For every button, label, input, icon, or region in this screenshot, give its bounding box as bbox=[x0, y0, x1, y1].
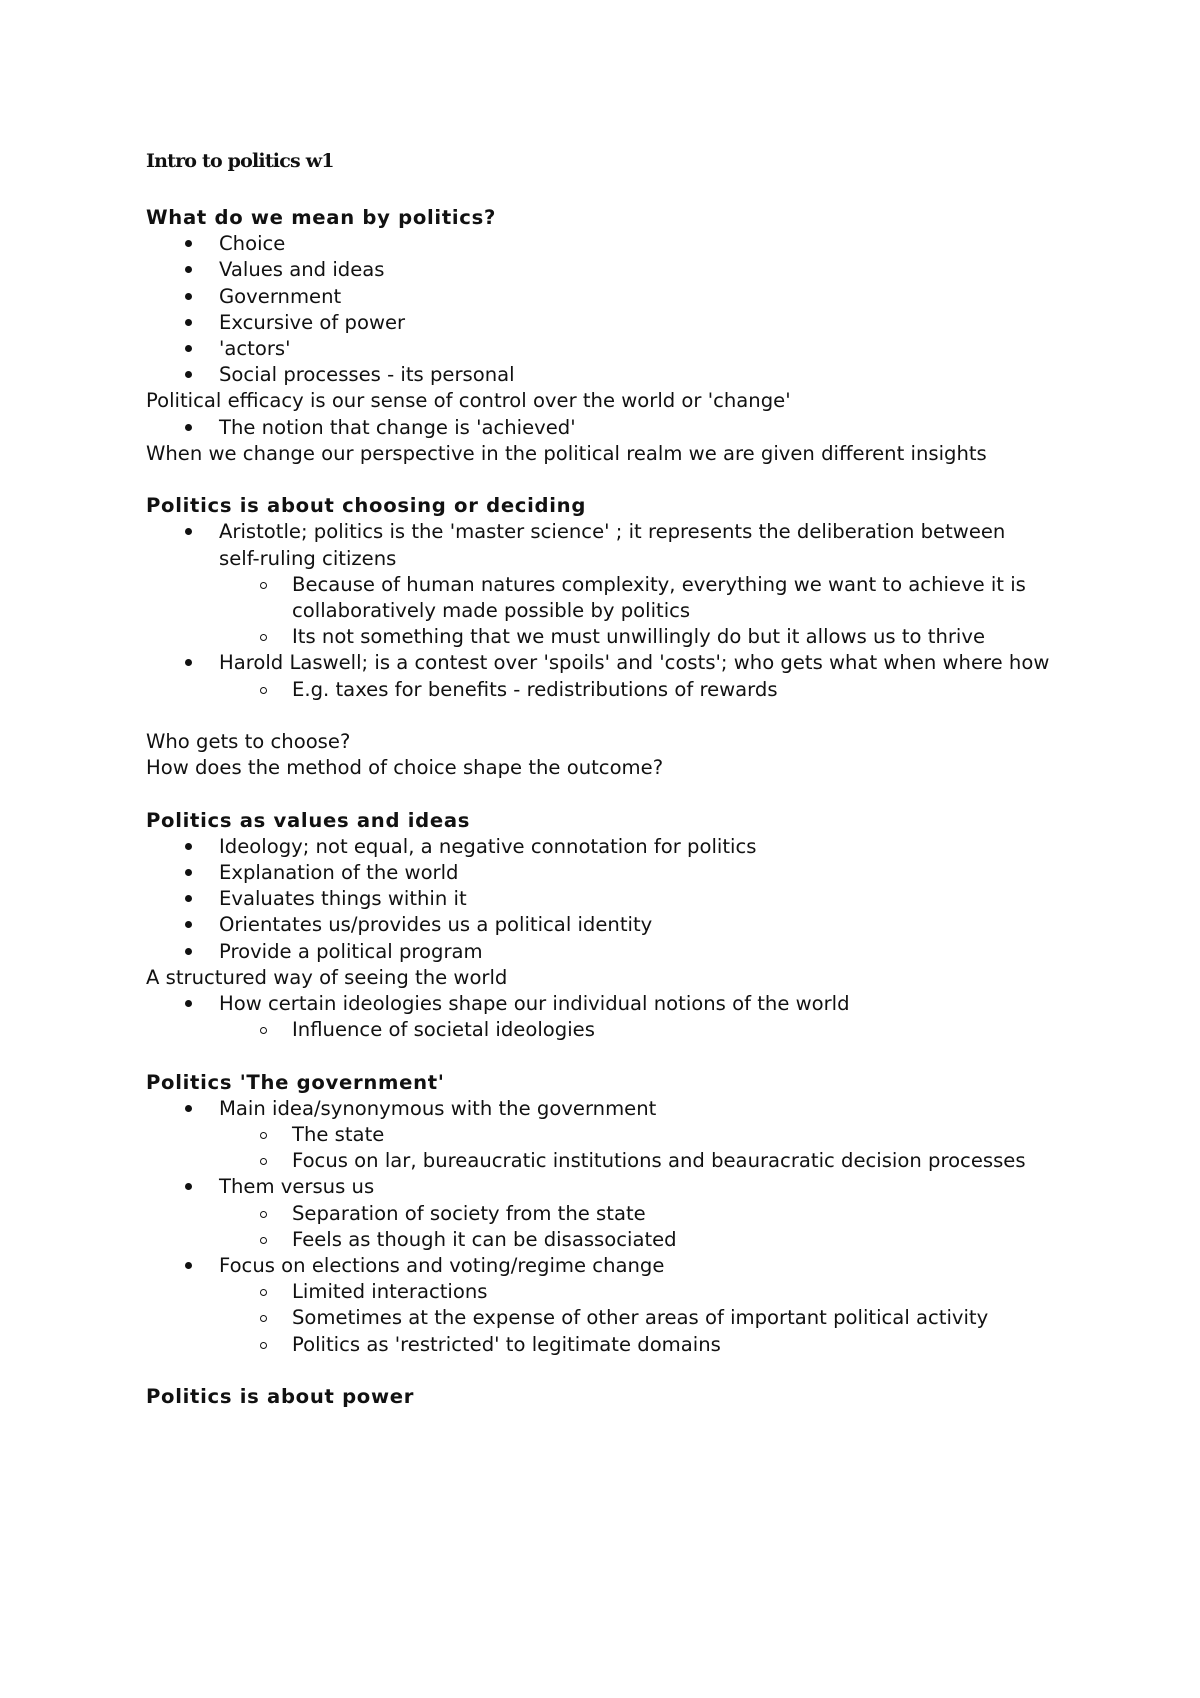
paragraph: How does the method of choice shape the outcome? bbox=[146, 756, 664, 780]
section-gap bbox=[146, 1358, 1051, 1384]
sub-bullet-item: Because of human natures complexity, everything we want to achieve it is collaboratively made possible by politics bbox=[146, 572, 1051, 624]
bullet-item: Main idea/synonymous with the government bbox=[146, 1096, 1051, 1122]
bullet-list bbox=[146, 834, 1051, 965]
sub-bullet-item: Its not something that we must unwillingly do but it allows us to thrive bbox=[146, 624, 1051, 650]
bullet-item: Evaluates things within it bbox=[146, 886, 1051, 912]
bullet-item: Them versus us bbox=[146, 1174, 1051, 1200]
bullet-item: Aristotle; politics is the 'master science' ; it represents the deliberation between self-ruling citizens bbox=[146, 519, 1051, 571]
bullet-item: Excursive of power bbox=[146, 310, 1051, 336]
section-gap bbox=[146, 467, 1051, 493]
bullet-item: Explanation of the world bbox=[146, 860, 1051, 886]
paragraph: Who gets to choose? bbox=[146, 730, 351, 754]
sub-bullet-item: Limited interactions bbox=[146, 1279, 1051, 1305]
section-heading: Politics is about choosing or deciding bbox=[146, 494, 587, 518]
bullet-item: Values and ideas bbox=[146, 257, 1051, 283]
sub-bullet-item: Feels as though it can be disassociated bbox=[146, 1227, 1051, 1253]
bullet-item: How certain ideologies shape our individual notions of the world bbox=[146, 991, 1051, 1017]
bullet-item: Social processes - its personal bbox=[146, 362, 1051, 388]
bullet-item: Orientates us/provides us a political identity bbox=[146, 912, 1051, 938]
section-heading: Politics 'The government' bbox=[146, 1070, 445, 1094]
paragraph: When we change our perspective in the political realm we are given different insights bbox=[146, 441, 987, 465]
sub-bullet-item: Sometimes at the expense of other areas of important political activity bbox=[146, 1305, 1051, 1331]
paragraph: A structured way of seeing the world bbox=[146, 965, 508, 989]
document-title: Intro to politics w1 bbox=[146, 150, 334, 172]
bullet-list bbox=[146, 519, 1051, 702]
section-gap bbox=[146, 1043, 1051, 1069]
bullet-list bbox=[146, 1096, 1051, 1358]
sub-bullet-item: Politics as 'restricted' to legitimate domains bbox=[146, 1332, 1051, 1358]
paragraph: Political efficacy is our sense of control over the world or 'change' bbox=[146, 389, 791, 413]
bullet-item: Government bbox=[146, 284, 1051, 310]
sub-bullet-item: Separation of society from the state bbox=[146, 1201, 1051, 1227]
section-heading: What do we mean by politics? bbox=[146, 206, 497, 229]
sub-bullet-item: E.g. taxes for benefits - redistributions of rewards bbox=[146, 677, 1051, 703]
section-heading: Politics as values and ideas bbox=[146, 808, 471, 832]
bullet-list bbox=[146, 231, 1051, 388]
bullet-item: Choice bbox=[146, 231, 1051, 257]
sub-bullet-item: The state bbox=[146, 1122, 1051, 1148]
section-heading: Politics is about power bbox=[146, 1385, 415, 1409]
bullet-list bbox=[146, 415, 1051, 441]
sub-bullet-item: Focus on lar, bureaucratic institutions and beauracratic decision processes bbox=[146, 1148, 1051, 1174]
section-gap bbox=[146, 781, 1051, 807]
blank-line bbox=[146, 703, 1051, 729]
bullet-item: The notion that change is 'achieved' bbox=[146, 415, 1051, 441]
bullet-item: 'actors' bbox=[146, 336, 1051, 362]
sub-bullet-item: Influence of societal ideologies bbox=[146, 1017, 1051, 1043]
bullet-item: Harold Laswell; is a contest over 'spoils' and 'costs'; who gets what when where how bbox=[146, 650, 1051, 676]
bullet-list bbox=[146, 991, 1051, 1043]
bullet-item: Ideology; not equal, a negative connotation for politics bbox=[146, 834, 1051, 860]
document-body bbox=[146, 205, 1051, 1410]
bullet-item: Focus on elections and voting/regime change bbox=[146, 1253, 1051, 1279]
bullet-item: Provide a political program bbox=[146, 939, 1051, 965]
